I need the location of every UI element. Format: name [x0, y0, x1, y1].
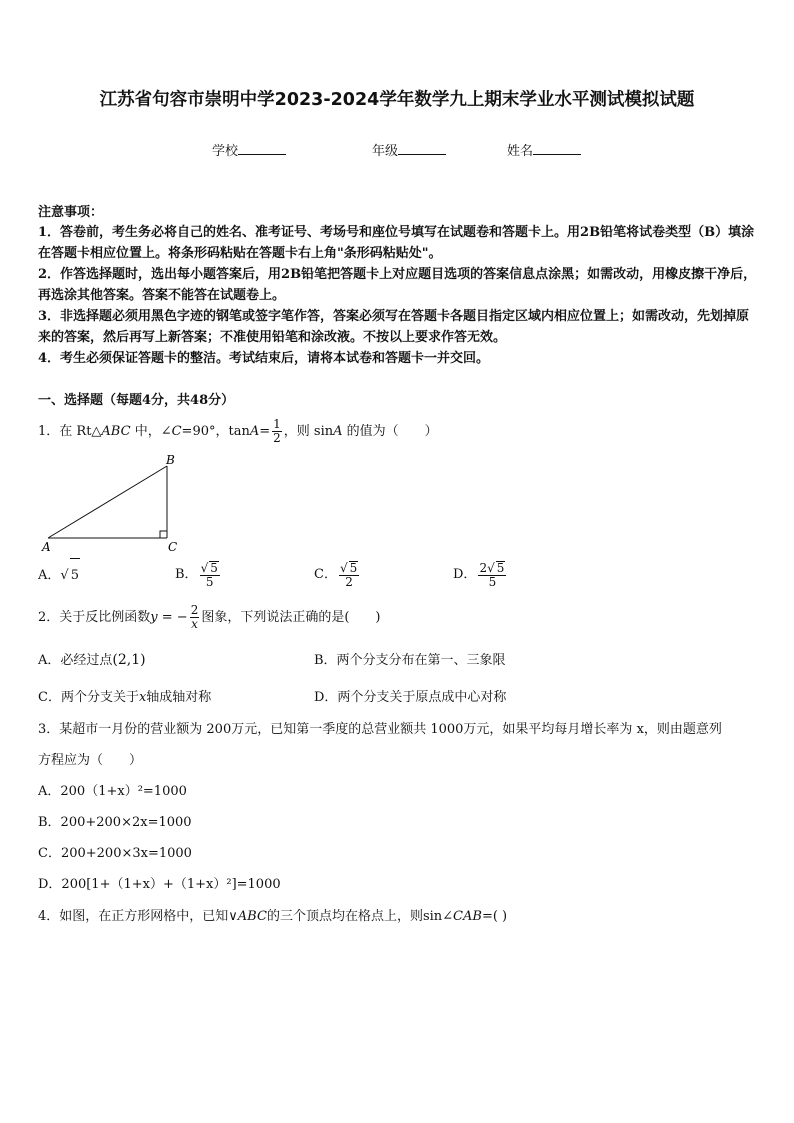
q1-suffix2: 的值为（ ）	[342, 424, 438, 439]
sqrt-icon: √	[200, 560, 209, 575]
section-heading: 一、选择题（每题4分，共48分）	[38, 393, 235, 408]
q2-option-b: B．两个分支分布在第一、三象限	[314, 653, 506, 668]
q1-option-b-den: 5	[205, 574, 214, 589]
question-2	[38, 600, 381, 636]
q2-option-c-pre: C．两个分支关于	[38, 690, 139, 705]
q1-a: A	[249, 424, 260, 439]
q1-option-b-label: B．	[175, 567, 198, 582]
q3-option-d: D．200[1+（1+x）+（1+x）²]=1000	[38, 877, 281, 892]
q1-c: C	[171, 424, 182, 439]
q4-triangle: ∨ABC	[228, 909, 267, 924]
q1-option-a-radicand: 5	[70, 558, 80, 593]
q1-option-d-coef: 2	[479, 560, 488, 575]
grade-blank	[398, 142, 446, 155]
page-title: 江苏省句容市崇明中学2023-2024学年数学九上期末学业水平测试模拟试题	[99, 90, 695, 110]
vertex-label-c: C	[168, 540, 178, 554]
name-label: 姓名	[507, 144, 534, 159]
q1-mid2: =90°，tan	[181, 424, 250, 439]
school-field	[212, 140, 286, 159]
school-blank	[238, 142, 286, 155]
q2-frac-den-x: x	[191, 617, 198, 631]
q2-option-c	[38, 686, 211, 705]
triangle-side-ab	[48, 466, 167, 538]
q1-abc: ABC	[101, 424, 131, 439]
question-3-line1: 3．某超市一月份的营业额为 200万元，已知第一季度的总营业额共 1000万元，如果平均每月增长率为 x，则由题意列	[38, 722, 722, 737]
right-angle-mark	[160, 531, 167, 538]
grade-field	[372, 140, 446, 159]
q1-fraction	[272, 418, 282, 445]
name-field	[507, 140, 581, 159]
sqrt-icon: √	[339, 560, 348, 575]
vertex-label-a: A	[42, 540, 51, 554]
vertex-label-b: B	[166, 453, 175, 467]
q1-option-b-fraction	[200, 561, 220, 589]
note-item-3: 3．非选择题必须用黑色字迹的钢笔或签字笔作答，答案必须写在答题卡各题目指定区域内相应位置上；如需改动，先划掉原来的答案，然后再写上新答案；不准使用铅笔和涂改液。不按以上要求作答无效。	[38, 309, 750, 345]
q1-option-d-label: D．	[453, 567, 477, 582]
q1-option-b	[175, 558, 222, 592]
q2-eq: = −	[157, 610, 188, 625]
q2-option-a-point: (2,1)	[112, 652, 146, 668]
q1-mid: 中，∠	[130, 424, 172, 439]
q1-option-c	[314, 558, 361, 592]
q1-option-d-num	[478, 561, 506, 576]
q1-eq: =	[259, 424, 271, 439]
q3-option-c: C．200+200×3x=1000	[38, 846, 192, 861]
q1-frac-den: 2	[273, 431, 281, 445]
q1-option-b-num	[200, 561, 220, 576]
sqrt-icon: √	[60, 568, 69, 583]
q1-option-c-fraction	[339, 561, 359, 589]
q1-option-a-label: A．	[38, 568, 61, 583]
q2-option-c-post: 轴成轴对称	[146, 690, 212, 705]
q2-prefix: 2．关于反比例函数	[38, 610, 151, 625]
q4-cab: CAB	[453, 909, 482, 924]
q1-option-d	[453, 558, 508, 592]
grade-label: 年级	[372, 144, 399, 159]
q3-option-a: A．200（1+x）²=1000	[38, 784, 187, 799]
q1-option-d-den: 5	[488, 574, 497, 589]
question-3-line2: 方程应为（ ）	[38, 753, 143, 768]
q1-option-d-radicand: 5	[496, 560, 505, 575]
q2-option-a	[38, 649, 146, 668]
q4-suffix2: =( )	[481, 909, 508, 924]
note-item-4: 4．考生必须保证答题卡的整洁。考试结束后，请将本试卷和答题卡一并交回。	[38, 351, 490, 366]
question-1	[38, 414, 438, 450]
q1-a2: A	[333, 424, 343, 439]
question-4	[38, 905, 507, 924]
q1-option-b-radicand: 5	[210, 560, 218, 575]
q1-frac-num: 1	[273, 417, 281, 431]
q1-option-c-den: 2	[345, 574, 353, 589]
q3-option-b: B．200+200×2x=1000	[38, 815, 192, 830]
q1-option-d-fraction	[478, 561, 506, 589]
q1-prefix: 1．在 Rt△	[38, 424, 102, 439]
note-item-1: 1．答卷前，考生务必将自己的姓名、准考证号、考场号和座位号填写在试题卷和答题卡上。用2B铅笔将试卷类型（B）填涂在答题卡相应位置上。将条形码粘贴在答题卡右上角"条形码粘贴处"。	[38, 225, 755, 261]
q2-option-c-x: x	[138, 690, 147, 705]
q2-fraction	[190, 604, 200, 631]
q1-option-c-radicand: 5	[349, 560, 358, 575]
notes-heading: 注意事项：	[38, 205, 104, 220]
sqrt-icon: √	[487, 560, 495, 575]
q2-y: y	[150, 610, 158, 625]
q2-frac-num: 2	[190, 603, 199, 617]
q2-option-d: D．两个分支关于原点成中心对称	[314, 690, 507, 705]
q4-prefix: 4．如图，在正方形网格中，已知	[38, 909, 229, 924]
q1-option-a	[38, 558, 80, 592]
school-label: 学校	[212, 144, 239, 159]
q2-frac-den	[190, 618, 200, 631]
q4-suffix: 的三个顶点均在格点上，则sin∠	[266, 909, 454, 924]
q1-option-c-num	[339, 561, 359, 576]
name-blank	[533, 142, 581, 155]
q1-option-c-label: C．	[314, 567, 337, 582]
q1-suffix: ，则 sin	[283, 424, 334, 439]
q1-triangle-figure	[38, 450, 188, 555]
note-item-2: 2．作答选择题时，选出每小题答案后，用2B铅笔把答题卡上对应题目选项的答案信息点涂黑；如需改动，用橡皮擦干净后，再选涂其他答案。答案不能答在试题卷上。	[38, 267, 757, 303]
q2-suffix: 图象，下列说法正确的是( )	[201, 610, 381, 625]
q2-option-a-text: A．必经过点	[38, 653, 113, 668]
